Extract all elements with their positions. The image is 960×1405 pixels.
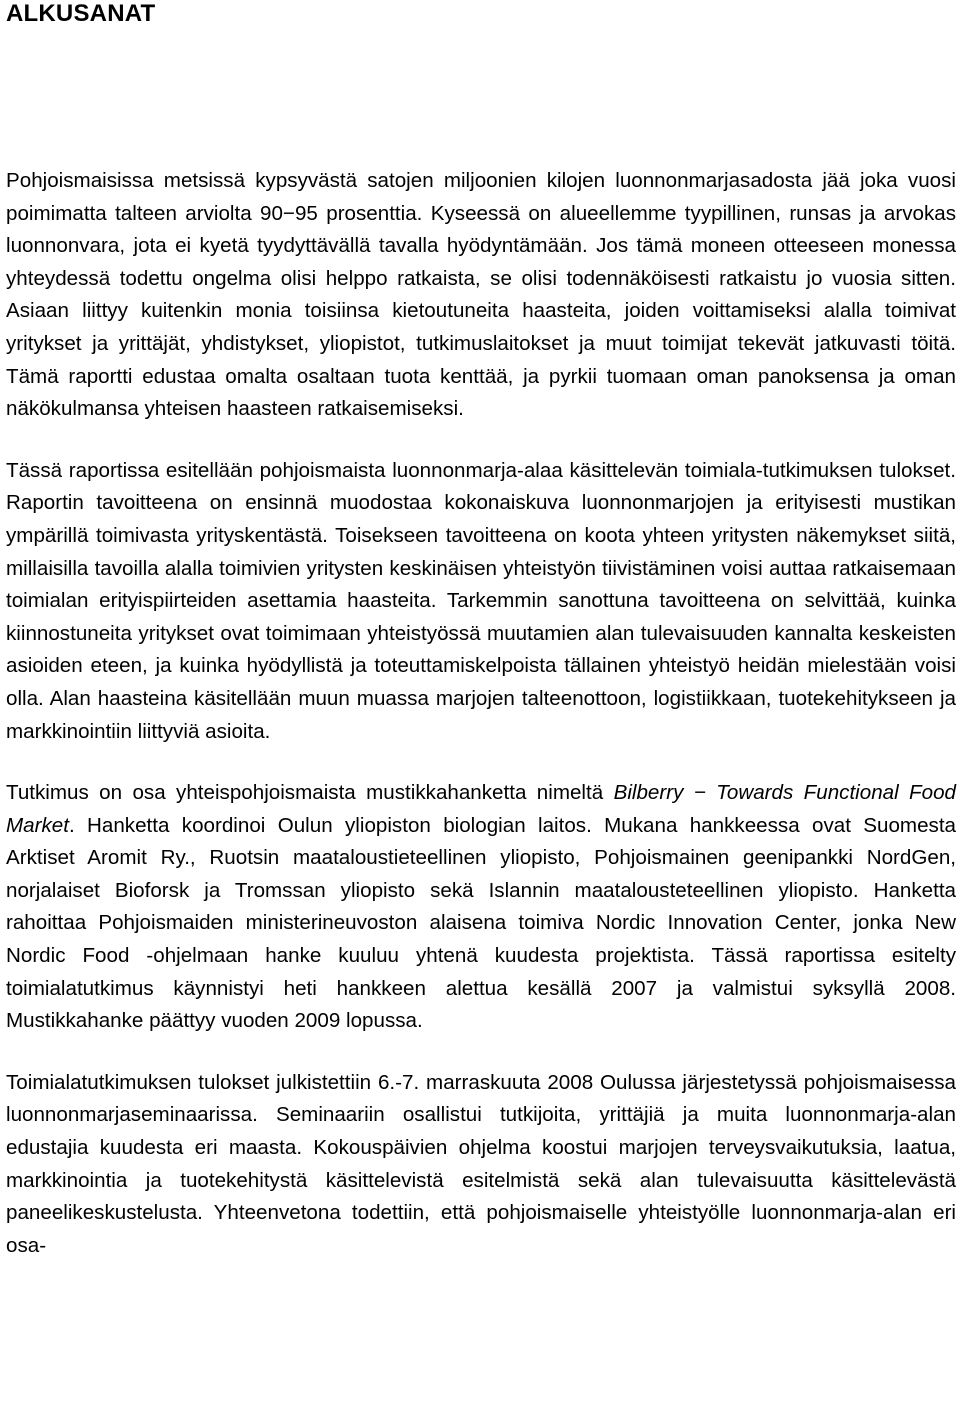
document-page — [6, 0, 956, 1262]
paragraph-3-text-rest: . Hanketta koordinoi Oulun yliopiston biologian laitos. Mukana hankkeessa ovat Suomesta Arktiset Aromit Ry., Ruotsin maataloustieteellinen yliopisto, Pohjoismainen geenipankki NordGen, norjalaiset Bioforsk ja Tromssan yliopisto sekä Islannin maatalousteteellinen yliopisto. Hanketta rahoittaa Pohjoismaiden ministerineuvoston alaisena toimiva Nordic Innovation Center, jonka New Nordic Food -ohjelmaan hanke kuuluu yhtenä kuudesta projektista. Tässä raportissa esitelty toimialatutkimus käynnistyi heti hankkeen alettua kesällä 2007 ja valmistui syksyllä 2008. Mustikkahanke päättyy vuoden 2009 lopussa. — [6, 813, 956, 1033]
paragraph-4-text: Toimialatutkimuksen tulokset julkistettiin 6.-7. marraskuuta 2008 Oulussa järjestetyssä pohjoismaisessa luonnonmarjaseminaarissa. Seminaariin osallistui tutkijoita, yrittäjiä ja muita luonnonmarja-alan edustajia kuudesta eri maasta. Kokouspäivien ohjelma koostui marjojen terveysvaikutuksia, laatua, markkinointia ja tuotekehitystä käsittelevistä esitelmistä sekä alan tulevaisuutta käsittelevästä paneelikeskustelusta. Yhteenvetona todettiin, että pohjoismaiselle yhteistyölle luonnonmarja-alan eri osa- — [6, 1070, 956, 1257]
paragraph-1 — [6, 165, 956, 426]
paragraph-3-text-start: Tutkimus on osa yhteispohjoismaista mustikkahanketta nimeltä — [6, 781, 614, 805]
paragraph-4 — [6, 1067, 956, 1263]
paragraph-2 — [6, 455, 956, 748]
paragraph-2-text: Tässä raportissa esitellään pohjoismaista luonnonmarja-alaa käsittelevän toimiala-tutkimuksen tulokset. Raportin tavoitteena on ensinnä muodostaa kokonaiskuva luonnonmarjojen ja erityisesti mustikan ympärillä toimivasta yrityskentästä. Toisekseen tavoitteena on koota yhteen yritysten näkemykset siitä, millaisilla tavoilla alalla toimivien yritysten keskinäisen yhteistyön tiivistäminen voisi auttaa ratkaisemaan toimialan erityispiirteiden asettamia haasteita. Tarkemmin sanottuna tavoitteena on selvittää, kuinka kiinnostuneita yritykset ovat toimimaan yhteistyössä muutamien alan tulevaisuuden kannalta keskeisten asioiden eteen, ja kuinka hyödyllistä ja toteuttamiskelpoista tällainen yhteistyö heidän mielestään voisi olla. Alan haasteina käsitellään muun muassa marjojen talteenottoon, logistiikkaan, tuotekehitykseen ja markkinointiin liittyviä asioita. — [6, 458, 956, 743]
paragraph-3 — [6, 777, 956, 1038]
project-name-italic: Bilberry − Towards Functional Food Market — [6, 781, 957, 837]
page-title: ALKUSANAT — [6, 0, 156, 27]
paragraph-1-text: Pohjoismaisissa metsissä kypsyvästä satojen miljoonien kilojen luonnonmarjasadosta jää joka vuosi poimimatta talteen arviolta 90−95 prosenttia. Kyseessä on alueellemme tyypillinen, runsas ja arvokas luonnonvara, jota ei kyetä tyydyttävällä tavalla hyödyntämään. Jos tämä moneen otteeseen monessa yhteydessä todettu ongelma olisi helppo ratkaista, se olisi todennäköisesti ratkaistu jo vuosia sitten. Asiaan liittyy kuitenkin monia toisiinsa kietoutuneita haasteita, joiden voittamiseksi alalla toimivat yritykset ja yrittäjät, yhdistykset, yliopistot, tutkimuslaitokset ja muut toimijat tekevät jatkuvasti töitä. Tämä raportti edustaa omalta osaltaan tuota kenttää, ja pyrkii tuomaan oman panoksensa ja oman näkökulmansa yhteisen haasteen ratkaisemiseksi. — [6, 169, 956, 421]
